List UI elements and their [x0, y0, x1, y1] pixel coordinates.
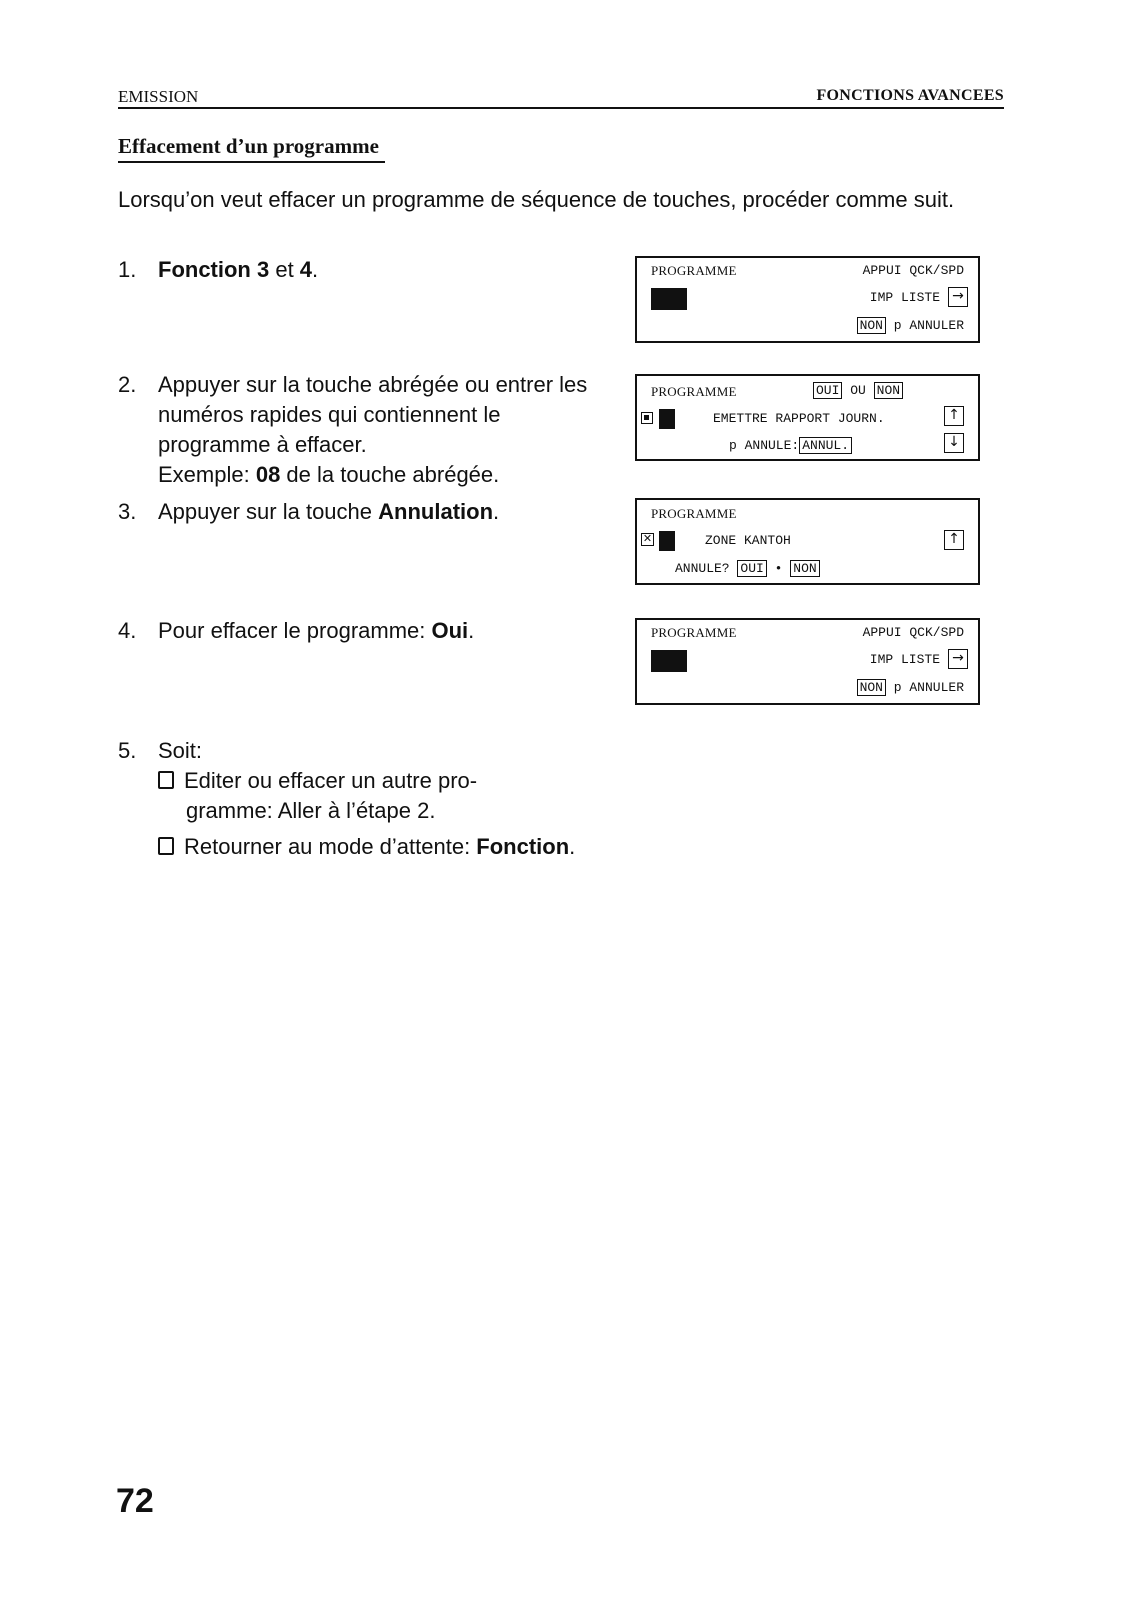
option-text: gramme: Aller à l’étape 2. [186, 798, 436, 823]
step-5 [118, 736, 678, 862]
step-example [158, 460, 608, 490]
lcd-text: p ANNULER [893, 318, 964, 333]
lcd-row-3 [729, 437, 852, 454]
key-non: NON [857, 317, 886, 334]
cursor-block [659, 409, 675, 429]
step-text: Pour effacer le programme: [158, 618, 432, 643]
lcd-text: p ANNULER [893, 680, 964, 695]
arrow-up-icon: ↑ [944, 406, 964, 426]
step-number: 1. [118, 257, 137, 282]
cursor-block [659, 531, 675, 551]
key-annulation: Annulation [378, 499, 494, 524]
option-text: Editer ou effacer un autre pro- [184, 768, 478, 793]
lcd-text: ANNULE? [675, 561, 730, 576]
arrow-right-icon: → [948, 287, 968, 307]
step-text: . [493, 499, 500, 524]
lcd-row-1 [813, 382, 903, 399]
lcd-row-3 [857, 317, 964, 334]
step-text: Appuyer sur la touche [158, 499, 379, 524]
arrow-up-icon: ↑ [944, 530, 964, 550]
lcd-text: EMETTRE RAPPORT JOURN. [713, 411, 885, 426]
key-fonction: Fonction [476, 834, 570, 859]
step-text: . [468, 618, 475, 643]
section-title: Effacement d’un programme [118, 134, 385, 163]
separator-dot: • [774, 561, 783, 576]
key-4: 4 [299, 257, 313, 282]
step-number: 4. [118, 618, 137, 643]
arrow-right-icon: → [948, 649, 968, 669]
key-oui: Oui [431, 618, 469, 643]
step-text: . [312, 257, 319, 282]
lcd-text: APPUI QCK/SPD [862, 625, 964, 640]
lcd-text: OU [850, 383, 866, 398]
lcd-display-4 [635, 618, 980, 705]
page-number: 72 [116, 1482, 154, 1520]
option-text: Retourner au mode d’attente: [184, 834, 477, 859]
example-code: 08 [255, 462, 281, 487]
checkbox-icon [158, 837, 174, 855]
lcd-text: p ANNULE: [729, 438, 800, 453]
key-oui: OUI [813, 382, 842, 399]
step-text: Appuyer sur la touche abrégée ou entrer les numéros rapides qui contiennent le programme à effacer. [158, 372, 588, 457]
lcd-display-2 [635, 374, 980, 461]
lcd-text: APPUI QCK/SPD [862, 263, 964, 278]
header-rule [118, 107, 1004, 109]
lcd-text: ZONE KANTOH [705, 533, 791, 548]
x-box-icon: ✕ [642, 532, 653, 545]
selected-box-icon [641, 412, 653, 424]
step-number: 2. [118, 372, 137, 397]
option-return-standby [158, 832, 678, 862]
step-1 [118, 255, 608, 285]
key-non: NON [874, 382, 903, 399]
option-edit-other [158, 766, 678, 826]
lcd-display-3 [635, 498, 980, 585]
lcd-title: PROGRAMME [651, 506, 737, 521]
example-text: de la touche abrégée. [280, 462, 500, 487]
step-2 [118, 370, 608, 490]
example-label: Exemple: [158, 462, 256, 487]
lcd-display-1 [635, 256, 980, 343]
step-4 [118, 616, 608, 646]
key-oui: OUI [737, 560, 766, 577]
step-number: 3. [118, 499, 137, 524]
cursor-block [651, 650, 687, 672]
lcd-title: PROGRAMME [651, 384, 737, 399]
key-fonction-3: Fonction 3 [158, 257, 270, 282]
running-header-left: EMISSION [118, 87, 199, 106]
lcd-text: IMP LISTE [869, 290, 940, 305]
lcd-title: PROGRAMME [651, 625, 737, 640]
step-3 [118, 497, 608, 527]
lcd-title: PROGRAMME [651, 263, 737, 278]
lcd-row-3 [675, 560, 820, 577]
arrow-down-icon: ↓ [944, 433, 964, 453]
lcd-row-3 [857, 679, 964, 696]
step-text: et [269, 257, 300, 282]
cursor-block [651, 288, 687, 310]
intro-paragraph: Lorsqu’on veut effacer un programme de séquence de touches, procéder comme suit. [118, 187, 955, 212]
running-header-right: FONCTIONS AVANCEES [816, 87, 1004, 104]
key-non: NON [857, 679, 886, 696]
option-text: . [569, 834, 576, 859]
checkbox-icon [158, 771, 174, 789]
step-text: Soit: [158, 738, 203, 763]
key-non: NON [790, 560, 819, 577]
step-number: 5. [118, 738, 137, 763]
lcd-text: IMP LISTE [869, 652, 940, 667]
key-annul: ANNUL. [799, 437, 852, 454]
